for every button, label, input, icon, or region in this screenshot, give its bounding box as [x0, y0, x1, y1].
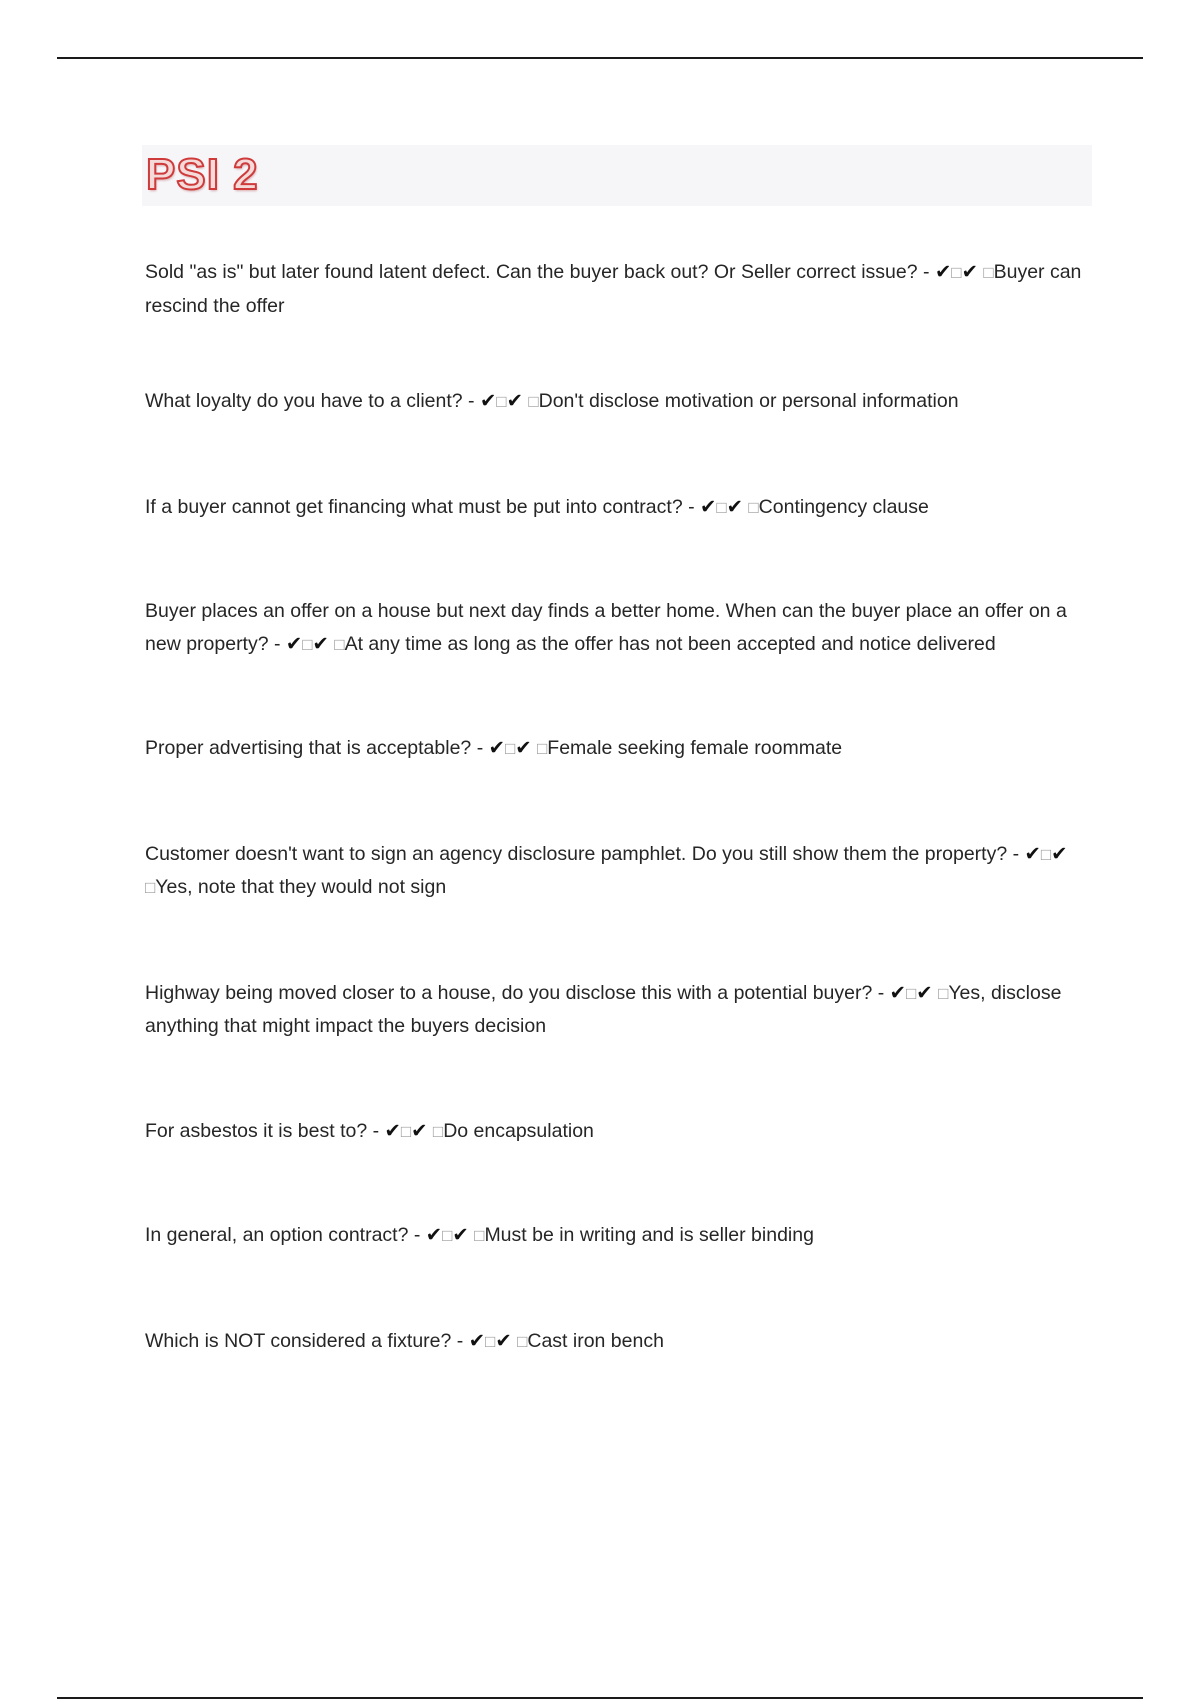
question-text: In general, an option contract? -	[145, 1224, 421, 1246]
answer-text: Yes, note that they would not sign	[155, 876, 447, 898]
check-icon: ✔□✔ □	[479, 390, 539, 412]
qa-item-6	[145, 838, 1095, 905]
answer-text: Do encapsulation	[443, 1119, 594, 1142]
qa-item-9	[145, 1219, 1095, 1253]
answer-text: Yes, disclose anything that might impact the buyers decision	[145, 981, 1062, 1037]
qa-item-5	[145, 732, 1095, 766]
question-text: Highway being moved closer to a house, do you disclose this with a potential buyer? -	[145, 981, 885, 1004]
answer-text: Female seeking female roommate	[547, 737, 843, 759]
answer-text: Don't disclose motivation or personal information	[538, 390, 959, 412]
answer-text: Cast iron bench	[527, 1329, 664, 1352]
question-text: For asbestos it is best to? -	[145, 1119, 380, 1142]
question-text: Which is NOT considered a fixture? -	[145, 1329, 464, 1352]
question-text: Sold "as is" but later found latent defect. Can the buyer back out? Or Seller correct issue? -	[145, 261, 930, 283]
question-text: If a buyer cannot get financing what must be put into contract? -	[145, 495, 695, 518]
qa-list	[145, 256, 1095, 1358]
check-icon: ✔□✔ □	[145, 842, 1068, 897]
check-icon: ✔□✔ □	[488, 737, 548, 759]
check-icon: ✔□✔ □	[889, 981, 949, 1004]
qa-item-8	[145, 1115, 1095, 1149]
qa-item-10	[145, 1325, 1095, 1359]
check-icon: ✔□✔ □	[934, 261, 994, 283]
document-title: PSI 2	[146, 150, 259, 199]
check-icon: ✔□✔ □	[384, 1119, 444, 1142]
question-text: Buyer places an offer on a house but next day finds a better home. When can the buyer place an offer on a new property? -	[145, 600, 1067, 655]
answer-text: Buyer can rescind the offer	[145, 261, 1082, 317]
question-text: What loyalty do you have to a client? -	[145, 390, 475, 412]
qa-item-7	[145, 977, 1095, 1043]
question-text: Proper advertising that is acceptable? -	[145, 737, 484, 759]
answer-text: Must be in writing and is seller binding	[484, 1224, 814, 1246]
question-text: Customer doesn't want to sign an agency disclosure pamphlet. Do you still show them the property? -	[145, 842, 1020, 865]
check-icon: ✔□✔ □	[700, 495, 759, 518]
qa-item-1	[145, 256, 1095, 322]
qa-item-3	[145, 491, 1095, 525]
title-banner	[142, 145, 1092, 206]
answer-text: Contingency clause	[758, 495, 929, 518]
qa-item-2	[145, 385, 1095, 419]
check-icon: ✔□✔ □	[468, 1329, 528, 1352]
header-rule	[57, 57, 1143, 59]
check-icon: ✔□✔ □	[425, 1224, 485, 1246]
qa-item-4	[145, 595, 1095, 661]
answer-text: At any time as long as the offer has not been accepted and notice delivered	[344, 632, 996, 655]
check-icon: ✔□✔ □	[285, 632, 345, 655]
footer-rule	[57, 1697, 1143, 1699]
